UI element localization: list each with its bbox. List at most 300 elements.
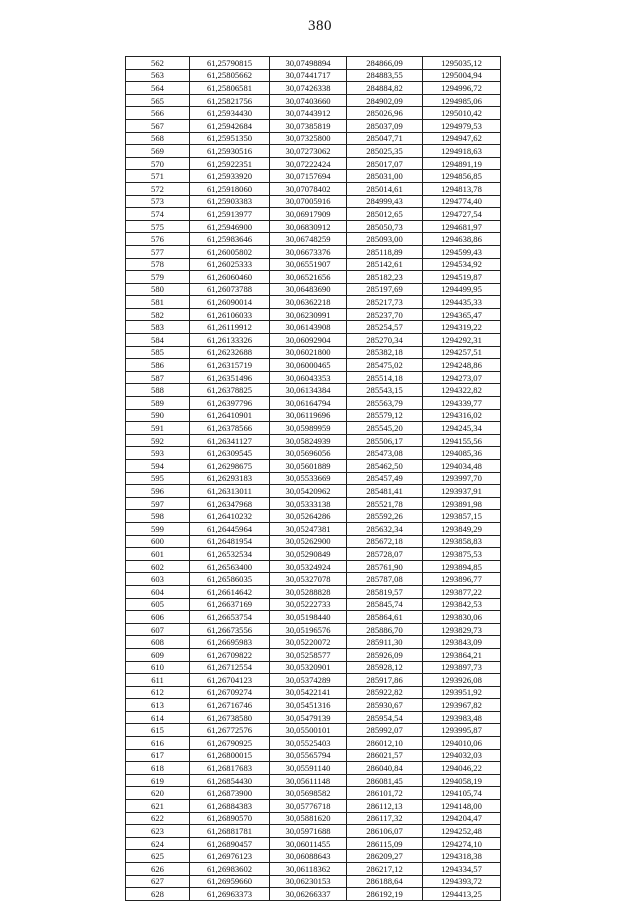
x-coordinate-cell: 285543,15 (347, 384, 423, 397)
latitude-cell: 61,26817683 (190, 762, 270, 775)
table-row (126, 598, 501, 611)
page-number: 380 (308, 18, 332, 34)
point-number-cell: 615 (126, 724, 190, 737)
latitude-cell: 61,26133326 (190, 334, 270, 347)
y-coordinate-cell: 1294034,48 (423, 460, 501, 473)
latitude-cell: 61,26890457 (190, 837, 270, 850)
x-coordinate-cell: 284902,09 (347, 94, 423, 107)
table-row (126, 863, 501, 876)
y-coordinate-cell: 1293842,53 (423, 598, 501, 611)
table-row (126, 711, 501, 724)
point-number-cell: 604 (126, 585, 190, 598)
y-coordinate-cell: 1293896,77 (423, 573, 501, 586)
point-number-cell: 594 (126, 460, 190, 473)
y-coordinate-cell: 1293830,06 (423, 611, 501, 624)
x-coordinate-cell: 285917,86 (347, 674, 423, 687)
longitude-cell: 30,05258577 (270, 648, 347, 661)
y-coordinate-cell: 1294681,97 (423, 220, 501, 233)
latitude-cell: 61,26313011 (190, 485, 270, 498)
y-coordinate-cell: 1293858,83 (423, 535, 501, 548)
x-coordinate-cell: 285845,74 (347, 598, 423, 611)
x-coordinate-cell: 285237,70 (347, 308, 423, 321)
point-number-cell: 596 (126, 485, 190, 498)
x-coordinate-cell: 285992,07 (347, 724, 423, 737)
table-row (126, 648, 501, 661)
point-number-cell: 577 (126, 245, 190, 258)
point-number-cell: 562 (126, 57, 190, 70)
longitude-cell: 30,06092904 (270, 334, 347, 347)
latitude-cell: 61,26445964 (190, 522, 270, 535)
table-row (126, 57, 501, 70)
longitude-cell: 30,05247381 (270, 522, 347, 535)
point-number-cell: 588 (126, 384, 190, 397)
longitude-cell: 30,06362218 (270, 296, 347, 309)
longitude-cell: 30,05324924 (270, 560, 347, 573)
latitude-cell: 61,25806581 (190, 82, 270, 95)
longitude-cell: 30,05198440 (270, 611, 347, 624)
y-coordinate-cell: 1294319,22 (423, 321, 501, 334)
table-row (126, 573, 501, 586)
longitude-cell: 30,06483690 (270, 283, 347, 296)
point-number-cell: 620 (126, 787, 190, 800)
y-coordinate-cell: 1294891,19 (423, 157, 501, 170)
x-coordinate-cell: 285928,12 (347, 661, 423, 674)
table-row (126, 233, 501, 246)
y-coordinate-cell: 1293829,73 (423, 623, 501, 636)
x-coordinate-cell: 285026,96 (347, 107, 423, 120)
table-row (126, 485, 501, 498)
latitude-cell: 61,26800015 (190, 749, 270, 762)
longitude-cell: 30,06134384 (270, 384, 347, 397)
latitude-cell: 61,25930516 (190, 145, 270, 158)
longitude-cell: 30,05420962 (270, 485, 347, 498)
point-number-cell: 619 (126, 774, 190, 787)
table-row (126, 271, 501, 284)
y-coordinate-cell: 1294257,51 (423, 346, 501, 359)
longitude-cell: 30,06830912 (270, 220, 347, 233)
y-coordinate-cell: 1294085,36 (423, 447, 501, 460)
point-number-cell: 613 (126, 699, 190, 712)
y-coordinate-cell: 1294413,25 (423, 888, 501, 901)
point-number-cell: 626 (126, 863, 190, 876)
latitude-cell: 61,25922351 (190, 157, 270, 170)
y-coordinate-cell: 1293877,22 (423, 585, 501, 598)
longitude-cell: 30,05479139 (270, 711, 347, 724)
y-coordinate-cell: 1294318,38 (423, 850, 501, 863)
x-coordinate-cell: 285254,57 (347, 321, 423, 334)
latitude-cell: 61,26884383 (190, 800, 270, 813)
longitude-cell: 30,06118362 (270, 863, 347, 876)
y-coordinate-cell: 1294918,63 (423, 145, 501, 158)
point-number-cell: 592 (126, 434, 190, 447)
longitude-cell: 30,05533669 (270, 472, 347, 485)
latitude-cell: 61,26983602 (190, 863, 270, 876)
point-number-cell: 587 (126, 371, 190, 384)
table-row (126, 384, 501, 397)
point-number-cell: 624 (126, 837, 190, 850)
point-number-cell: 617 (126, 749, 190, 762)
y-coordinate-cell: 1294727,54 (423, 208, 501, 221)
x-coordinate-cell: 286021,57 (347, 749, 423, 762)
x-coordinate-cell: 284866,09 (347, 57, 423, 70)
latitude-cell: 61,26410901 (190, 409, 270, 422)
point-number-cell: 616 (126, 737, 190, 750)
x-coordinate-cell: 285182,23 (347, 271, 423, 284)
y-coordinate-cell: 1294273,07 (423, 371, 501, 384)
table-row (126, 346, 501, 359)
longitude-cell: 30,06266337 (270, 888, 347, 901)
y-coordinate-cell: 1294292,31 (423, 334, 501, 347)
point-number-cell: 621 (126, 800, 190, 813)
y-coordinate-cell: 1293894,85 (423, 560, 501, 573)
x-coordinate-cell: 285911,30 (347, 636, 423, 649)
table-row (126, 674, 501, 687)
longitude-cell: 30,06143908 (270, 321, 347, 334)
point-number-cell: 583 (126, 321, 190, 334)
x-coordinate-cell: 285462,50 (347, 460, 423, 473)
x-coordinate-cell: 285728,07 (347, 548, 423, 561)
longitude-cell: 30,06230153 (270, 875, 347, 888)
latitude-cell: 61,26397796 (190, 397, 270, 410)
point-number-cell: 574 (126, 208, 190, 221)
x-coordinate-cell: 285217,73 (347, 296, 423, 309)
x-coordinate-cell: 285506,17 (347, 434, 423, 447)
longitude-cell: 30,05696056 (270, 447, 347, 460)
longitude-cell: 30,05288828 (270, 585, 347, 598)
y-coordinate-cell: 1294245,34 (423, 422, 501, 435)
longitude-cell: 30,07443912 (270, 107, 347, 120)
point-number-cell: 610 (126, 661, 190, 674)
longitude-cell: 30,06673376 (270, 245, 347, 258)
longitude-cell: 30,07426338 (270, 82, 347, 95)
table-row (126, 308, 501, 321)
y-coordinate-cell: 1294155,56 (423, 434, 501, 447)
x-coordinate-cell: 286115,09 (347, 837, 423, 850)
x-coordinate-cell: 285545,20 (347, 422, 423, 435)
x-coordinate-cell: 285592,26 (347, 510, 423, 523)
table-row (126, 812, 501, 825)
table-row (126, 636, 501, 649)
longitude-cell: 30,06917909 (270, 208, 347, 221)
y-coordinate-cell: 1294058,19 (423, 774, 501, 787)
point-number-cell: 580 (126, 283, 190, 296)
y-coordinate-cell: 1295004,94 (423, 69, 501, 82)
latitude-cell: 61,26410232 (190, 510, 270, 523)
latitude-cell: 61,26309545 (190, 447, 270, 460)
latitude-cell: 61,26351496 (190, 371, 270, 384)
point-number-cell: 608 (126, 636, 190, 649)
latitude-cell: 61,26716746 (190, 699, 270, 712)
y-coordinate-cell: 1294979,53 (423, 119, 501, 132)
longitude-cell: 30,05611148 (270, 774, 347, 787)
longitude-cell: 30,05565794 (270, 749, 347, 762)
table-row (126, 321, 501, 334)
longitude-cell: 30,05601889 (270, 460, 347, 473)
x-coordinate-cell: 285012,65 (347, 208, 423, 221)
x-coordinate-cell: 286117,32 (347, 812, 423, 825)
longitude-cell: 30,05220072 (270, 636, 347, 649)
longitude-cell: 30,07403660 (270, 94, 347, 107)
longitude-cell: 30,06000465 (270, 359, 347, 372)
table-row (126, 737, 501, 750)
longitude-cell: 30,06164794 (270, 397, 347, 410)
table-row (126, 195, 501, 208)
longitude-cell: 30,07078402 (270, 182, 347, 195)
point-number-cell: 576 (126, 233, 190, 246)
longitude-cell: 30,06119696 (270, 409, 347, 422)
x-coordinate-cell: 285761,90 (347, 560, 423, 573)
longitude-cell: 30,05451316 (270, 699, 347, 712)
y-coordinate-cell: 1294985,06 (423, 94, 501, 107)
longitude-cell: 30,05500101 (270, 724, 347, 737)
table-row (126, 157, 501, 170)
point-number-cell: 606 (126, 611, 190, 624)
y-coordinate-cell: 1294032,03 (423, 749, 501, 762)
point-number-cell: 622 (126, 812, 190, 825)
latitude-cell: 61,26653754 (190, 611, 270, 624)
longitude-cell: 30,05971688 (270, 825, 347, 838)
point-number-cell: 569 (126, 145, 190, 158)
longitude-cell: 30,05320901 (270, 661, 347, 674)
y-coordinate-cell: 1293875,53 (423, 548, 501, 561)
latitude-cell: 61,26073788 (190, 283, 270, 296)
table-row (126, 686, 501, 699)
y-coordinate-cell: 1293937,91 (423, 485, 501, 498)
table-row (126, 535, 501, 548)
x-coordinate-cell: 285142,61 (347, 258, 423, 271)
point-number-cell: 627 (126, 875, 190, 888)
y-coordinate-cell: 1294365,47 (423, 308, 501, 321)
table-row (126, 875, 501, 888)
x-coordinate-cell: 285514,18 (347, 371, 423, 384)
latitude-cell: 61,26060460 (190, 271, 270, 284)
point-number-cell: 573 (126, 195, 190, 208)
x-coordinate-cell: 285457,49 (347, 472, 423, 485)
longitude-cell: 30,05196576 (270, 623, 347, 636)
latitude-cell: 61,26378825 (190, 384, 270, 397)
y-coordinate-cell: 1294435,33 (423, 296, 501, 309)
y-coordinate-cell: 1294010,06 (423, 737, 501, 750)
point-number-cell: 603 (126, 573, 190, 586)
table-row (126, 132, 501, 145)
table-row (126, 434, 501, 447)
y-coordinate-cell: 1293951,92 (423, 686, 501, 699)
x-coordinate-cell: 285954,54 (347, 711, 423, 724)
x-coordinate-cell: 285025,35 (347, 145, 423, 158)
table-row (126, 296, 501, 309)
table-row (126, 800, 501, 813)
table-row (126, 107, 501, 120)
x-coordinate-cell: 285886,70 (347, 623, 423, 636)
y-coordinate-cell: 1294316,02 (423, 409, 501, 422)
table-row (126, 661, 501, 674)
x-coordinate-cell: 284883,55 (347, 69, 423, 82)
point-number-cell: 623 (126, 825, 190, 838)
latitude-cell: 61,26119912 (190, 321, 270, 334)
longitude-cell: 30,07385819 (270, 119, 347, 132)
table-row (126, 837, 501, 850)
y-coordinate-cell: 1295035,12 (423, 57, 501, 70)
latitude-cell: 61,26873900 (190, 787, 270, 800)
point-number-cell: 593 (126, 447, 190, 460)
point-number-cell: 598 (126, 510, 190, 523)
y-coordinate-cell: 1294947,62 (423, 132, 501, 145)
x-coordinate-cell: 285382,18 (347, 346, 423, 359)
point-number-cell: 563 (126, 69, 190, 82)
latitude-cell: 61,26614642 (190, 585, 270, 598)
x-coordinate-cell: 285093,00 (347, 233, 423, 246)
longitude-cell: 30,06748259 (270, 233, 347, 246)
x-coordinate-cell: 286192,19 (347, 888, 423, 901)
y-coordinate-cell: 1293995,87 (423, 724, 501, 737)
y-coordinate-cell: 1294856,85 (423, 170, 501, 183)
latitude-cell: 61,26025333 (190, 258, 270, 271)
latitude-cell: 61,26378566 (190, 422, 270, 435)
x-coordinate-cell: 285787,08 (347, 573, 423, 586)
latitude-cell: 61,26704123 (190, 674, 270, 687)
x-coordinate-cell: 285031,00 (347, 170, 423, 183)
latitude-cell: 61,26712554 (190, 661, 270, 674)
y-coordinate-cell: 1294105,74 (423, 787, 501, 800)
y-coordinate-cell: 1294393,72 (423, 875, 501, 888)
y-coordinate-cell: 1293983,48 (423, 711, 501, 724)
point-number-cell: 612 (126, 686, 190, 699)
point-number-cell: 601 (126, 548, 190, 561)
table-row (126, 283, 501, 296)
x-coordinate-cell: 285270,34 (347, 334, 423, 347)
latitude-cell: 61,25934430 (190, 107, 270, 120)
table-row (126, 762, 501, 775)
point-number-cell: 584 (126, 334, 190, 347)
latitude-cell: 61,26481954 (190, 535, 270, 548)
table-row (126, 497, 501, 510)
table-row (126, 69, 501, 82)
point-number-cell: 565 (126, 94, 190, 107)
latitude-cell: 61,25903383 (190, 195, 270, 208)
y-coordinate-cell: 1294046,22 (423, 762, 501, 775)
table-row (126, 460, 501, 473)
x-coordinate-cell: 285926,09 (347, 648, 423, 661)
latitude-cell: 61,26673556 (190, 623, 270, 636)
table-row (126, 825, 501, 838)
point-number-cell: 599 (126, 522, 190, 535)
table-row (126, 258, 501, 271)
point-number-cell: 590 (126, 409, 190, 422)
coordinates-table (125, 56, 501, 901)
table-row (126, 560, 501, 573)
longitude-cell: 30,05262900 (270, 535, 347, 548)
x-coordinate-cell: 285475,02 (347, 359, 423, 372)
longitude-cell: 30,06088643 (270, 850, 347, 863)
y-coordinate-cell: 1293857,15 (423, 510, 501, 523)
point-number-cell: 572 (126, 182, 190, 195)
latitude-cell: 61,26586035 (190, 573, 270, 586)
x-coordinate-cell: 285014,61 (347, 182, 423, 195)
latitude-cell: 61,26563400 (190, 560, 270, 573)
y-coordinate-cell: 1294252,48 (423, 825, 501, 838)
x-coordinate-cell: 286209,27 (347, 850, 423, 863)
y-coordinate-cell: 1294248,86 (423, 359, 501, 372)
latitude-cell: 61,26738580 (190, 711, 270, 724)
point-number-cell: 585 (126, 346, 190, 359)
point-number-cell: 597 (126, 497, 190, 510)
longitude-cell: 30,05881620 (270, 812, 347, 825)
table-row (126, 749, 501, 762)
y-coordinate-cell: 1294322,82 (423, 384, 501, 397)
latitude-cell: 61,26695983 (190, 636, 270, 649)
latitude-cell: 61,25942684 (190, 119, 270, 132)
latitude-cell: 61,26637169 (190, 598, 270, 611)
table-row (126, 371, 501, 384)
x-coordinate-cell: 286106,07 (347, 825, 423, 838)
y-coordinate-cell: 1294274,10 (423, 837, 501, 850)
x-coordinate-cell: 285473,08 (347, 447, 423, 460)
x-coordinate-cell: 285481,41 (347, 485, 423, 498)
table-row (126, 182, 501, 195)
longitude-cell: 30,05525403 (270, 737, 347, 750)
longitude-cell: 30,05776718 (270, 800, 347, 813)
table-row (126, 397, 501, 410)
y-coordinate-cell: 1293891,98 (423, 497, 501, 510)
latitude-cell: 61,26293183 (190, 472, 270, 485)
latitude-cell: 61,26298675 (190, 460, 270, 473)
point-number-cell: 566 (126, 107, 190, 120)
point-number-cell: 595 (126, 472, 190, 485)
latitude-cell: 61,26881781 (190, 825, 270, 838)
table-row (126, 472, 501, 485)
x-coordinate-cell: 285050,73 (347, 220, 423, 233)
point-number-cell: 578 (126, 258, 190, 271)
longitude-cell: 30,07157694 (270, 170, 347, 183)
x-coordinate-cell: 285017,07 (347, 157, 423, 170)
latitude-cell: 61,26232688 (190, 346, 270, 359)
latitude-cell: 61,25918060 (190, 182, 270, 195)
y-coordinate-cell: 1294774,40 (423, 195, 501, 208)
table-row (126, 623, 501, 636)
longitude-cell: 30,05222733 (270, 598, 347, 611)
longitude-cell: 30,05327078 (270, 573, 347, 586)
longitude-cell: 30,06021800 (270, 346, 347, 359)
longitude-cell: 30,05374289 (270, 674, 347, 687)
point-number-cell: 609 (126, 648, 190, 661)
longitude-cell: 30,06230991 (270, 308, 347, 321)
latitude-cell: 61,25913977 (190, 208, 270, 221)
table-row (126, 245, 501, 258)
y-coordinate-cell: 1294599,43 (423, 245, 501, 258)
x-coordinate-cell: 284999,43 (347, 195, 423, 208)
point-number-cell: 605 (126, 598, 190, 611)
point-number-cell: 607 (126, 623, 190, 636)
latitude-cell: 61,26347968 (190, 497, 270, 510)
table-row (126, 699, 501, 712)
longitude-cell: 30,05989959 (270, 422, 347, 435)
longitude-cell: 30,06011455 (270, 837, 347, 850)
table-row (126, 409, 501, 422)
point-number-cell: 567 (126, 119, 190, 132)
table-row (126, 422, 501, 435)
table-row (126, 888, 501, 901)
latitude-cell: 61,26106033 (190, 308, 270, 321)
y-coordinate-cell: 1293997,70 (423, 472, 501, 485)
latitude-cell: 61,25821756 (190, 94, 270, 107)
y-coordinate-cell: 1294339,77 (423, 397, 501, 410)
x-coordinate-cell: 285197,69 (347, 283, 423, 296)
y-coordinate-cell: 1294534,92 (423, 258, 501, 271)
point-number-cell: 625 (126, 850, 190, 863)
longitude-cell: 30,05591140 (270, 762, 347, 775)
latitude-cell: 61,25933920 (190, 170, 270, 183)
table-row (126, 548, 501, 561)
